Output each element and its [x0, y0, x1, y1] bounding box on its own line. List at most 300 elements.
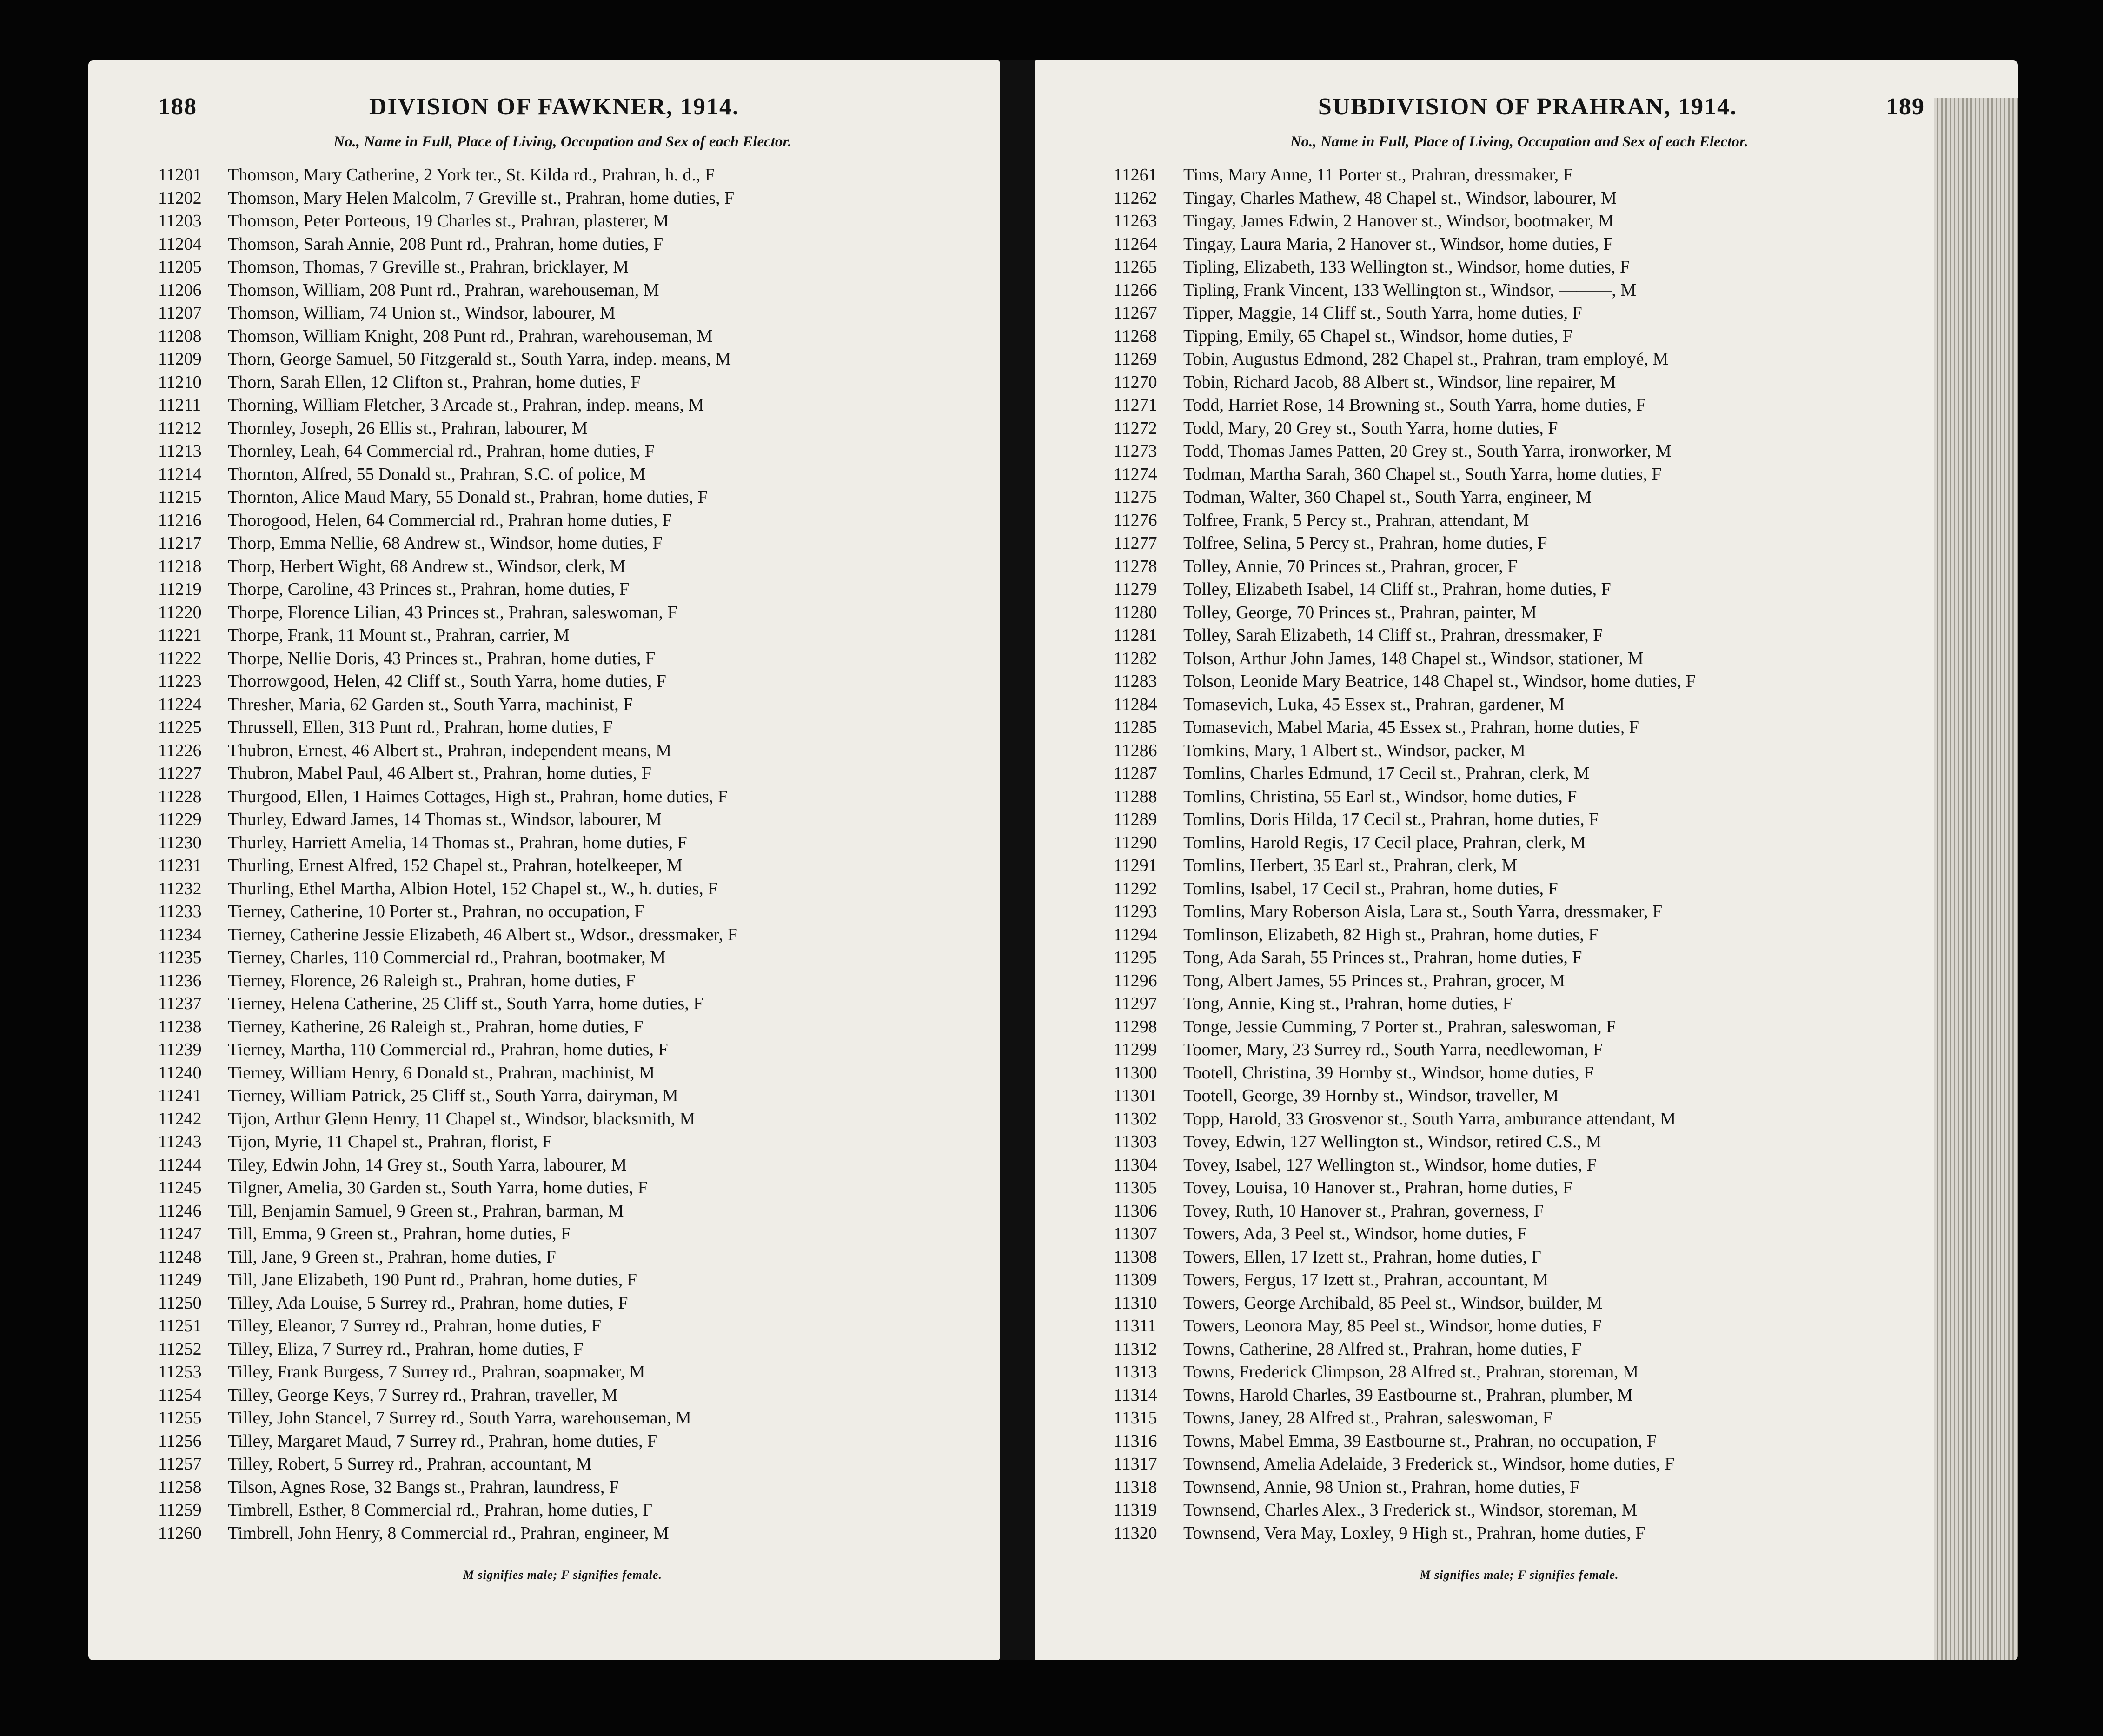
elector-details: Tovey, Louisa, 10 Hanover st., Prahran, home duties, F — [1183, 1178, 1573, 1197]
elector-number: 11205 — [158, 257, 202, 277]
elector-entry — [1114, 624, 1925, 647]
elector-details: Thurling, Ernest Alfred, 152 Chapel st., Prahran, hotelkeeper, M — [228, 856, 683, 875]
elector-number: 11304 — [1114, 1155, 1157, 1175]
elector-details: Tolley, Sarah Elizabeth, 14 Cliff st., Prahran, dressmaker, F — [1183, 625, 1603, 645]
elector-entry — [158, 578, 967, 601]
elector-entry — [158, 1292, 967, 1315]
elector-entry — [158, 785, 967, 809]
elector-entry — [158, 486, 967, 509]
elector-number: 11267 — [1114, 303, 1157, 323]
elector-number: 11280 — [1114, 602, 1157, 622]
elector-number: 11232 — [158, 878, 202, 898]
book-gutter — [1000, 60, 1035, 1660]
elector-number: 11236 — [158, 971, 202, 991]
elector-details: Thorogood, Helen, 64 Commercial rd., Prahran home duties, F — [228, 510, 672, 530]
elector-entry — [1114, 946, 1925, 970]
elector-number: 11314 — [1114, 1385, 1157, 1405]
elector-number: 11313 — [1114, 1362, 1157, 1382]
elector-details: Thurley, Harriett Amelia, 14 Thomas st., Prahran, home duties, F — [228, 832, 687, 852]
elector-number: 11213 — [158, 441, 202, 461]
elector-details: Tolfree, Frank, 5 Percy st., Prahran, attendant, M — [1183, 510, 1529, 530]
elector-number: 11252 — [158, 1339, 202, 1359]
elector-entry — [158, 1315, 967, 1338]
elector-entry — [1114, 1200, 1925, 1223]
elector-entry — [1114, 1407, 1925, 1430]
elector-number: 11298 — [1114, 1017, 1157, 1037]
elector-number: 11317 — [1114, 1454, 1157, 1474]
elector-entry — [158, 1154, 967, 1177]
elector-entry — [1114, 900, 1925, 924]
elector-details: Towers, Ellen, 17 Izett st., Prahran, home duties, F — [1183, 1247, 1541, 1267]
elector-number: 11305 — [1114, 1178, 1157, 1197]
elector-details: Tierney, Catherine Jessie Elizabeth, 46 Albert st., Wdsor., dressmaker, F — [228, 925, 737, 944]
elector-number: 11288 — [1114, 786, 1157, 806]
elector-details: Tomlins, Doris Hilda, 17 Cecil st., Prahran, home duties, F — [1183, 810, 1599, 829]
elector-entry — [1114, 509, 1925, 532]
elector-number: 11255 — [158, 1408, 202, 1428]
elector-entry — [158, 854, 967, 878]
elector-entry — [158, 831, 967, 855]
elector-number: 11231 — [158, 856, 202, 875]
elector-number: 11306 — [1114, 1201, 1157, 1221]
elector-entry — [158, 1200, 967, 1223]
elector-number: 11230 — [158, 832, 202, 852]
elector-details: Tilley, Robert, 5 Surrey rd., Prahran, accountant, M — [228, 1454, 592, 1474]
elector-details: Thomson, Thomas, 7 Greville st., Prahran, bricklayer, M — [228, 257, 629, 277]
elector-entry — [1114, 878, 1925, 901]
elector-details: Tomlins, Herbert, 35 Earl st., Prahran, clerk, M — [1183, 856, 1518, 875]
elector-details: Thomson, Sarah Annie, 208 Punt rd., Prahran, home duties, F — [228, 234, 663, 254]
elector-entry — [1114, 532, 1925, 555]
elector-details: Towers, George Archibald, 85 Peel st., Windsor, builder, M — [1183, 1293, 1603, 1313]
elector-number: 11263 — [1114, 211, 1157, 231]
elector-entry — [158, 601, 967, 625]
elector-number: 11206 — [158, 280, 202, 300]
elector-entry — [158, 279, 967, 302]
elector-details: Tierney, William Patrick, 25 Cliff st., South Yarra, dairyman, M — [228, 1086, 678, 1105]
elector-entry — [1114, 1476, 1925, 1499]
elector-entry — [1114, 970, 1925, 993]
elector-details: Towns, Harold Charles, 39 Eastbourne st., Prahran, plumber, M — [1183, 1385, 1633, 1405]
elector-number: 11291 — [1114, 856, 1157, 875]
elector-entry — [1114, 1292, 1925, 1315]
elector-number: 11248 — [158, 1247, 202, 1267]
elector-entry — [1114, 486, 1925, 509]
elector-entry — [158, 509, 967, 532]
elector-entry — [1114, 1384, 1925, 1407]
elector-entry — [1114, 601, 1925, 625]
elector-entry — [1114, 762, 1925, 785]
elector-number: 11217 — [158, 533, 202, 553]
elector-number: 11294 — [1114, 925, 1157, 944]
sex-key-footer: M signifies male; F signifies female. — [463, 1568, 662, 1582]
elector-details: Tilley, Ada Louise, 5 Surrey rd., Prahran, home duties, F — [228, 1293, 628, 1313]
elector-number: 11290 — [1114, 832, 1157, 852]
elector-number: 11274 — [1114, 464, 1157, 484]
elector-details: Towers, Ada, 3 Peel st., Windsor, home duties, F — [1183, 1224, 1527, 1244]
elector-entry — [1114, 417, 1925, 440]
elector-number: 11201 — [158, 165, 202, 185]
elector-entry — [1114, 1154, 1925, 1177]
elector-details: Tilley, George Keys, 7 Surrey rd., Prahran, traveller, M — [228, 1385, 618, 1405]
elector-number: 11207 — [158, 303, 202, 323]
elector-entry — [1114, 1453, 1925, 1476]
elector-entry — [1114, 1016, 1925, 1039]
elector-number: 11269 — [1114, 349, 1157, 369]
elector-number: 11215 — [158, 487, 202, 507]
elector-entry — [1114, 924, 1925, 947]
elector-number: 11265 — [1114, 257, 1157, 277]
elector-number: 11223 — [158, 672, 202, 691]
elector-details: Till, Benjamin Samuel, 9 Green st., Prahran, barman, M — [228, 1201, 624, 1221]
elector-details: Tootell, George, 39 Hornby st., Windsor, traveller, M — [1183, 1086, 1559, 1105]
elector-entry — [158, 693, 967, 717]
elector-number: 11238 — [158, 1017, 202, 1037]
elector-details: Thomson, Mary Catherine, 2 York ter., St. Kilda rd., Prahran, h. d., F — [228, 165, 715, 185]
elector-entry — [1114, 1338, 1925, 1361]
elector-details: Thorp, Emma Nellie, 68 Andrew st., Windsor, home duties, F — [228, 533, 663, 553]
elector-entry — [1114, 1177, 1925, 1200]
elector-entry — [158, 164, 967, 187]
elector-details: Thornley, Joseph, 26 Ellis st., Prahran, labourer, M — [228, 418, 588, 438]
elector-details: Townsend, Amelia Adelaide, 3 Frederick st., Windsor, home duties, F — [1183, 1454, 1675, 1474]
elector-details: Tilley, Eliza, 7 Surrey rd., Prahran, home duties, F — [228, 1339, 584, 1359]
elector-details: Tomlins, Charles Edmund, 17 Cecil st., Prahran, clerk, M — [1183, 764, 1590, 783]
elector-details: Tilley, John Stancel, 7 Surrey rd., South Yarra, warehouseman, M — [228, 1408, 691, 1428]
elector-number: 11256 — [158, 1431, 202, 1451]
elector-entry — [158, 1522, 967, 1545]
elector-details: Thurley, Edward James, 14 Thomas st., Windsor, labourer, M — [228, 810, 662, 829]
elector-details: Thurgood, Ellen, 1 Haimes Cottages, High st., Prahran, home duties, F — [228, 786, 728, 806]
elector-number: 11214 — [158, 464, 202, 484]
elector-details: Tierney, Florence, 26 Raleigh st., Prahran, home duties, F — [228, 971, 636, 991]
elector-details: Tingay, Charles Mathew, 48 Chapel st., Windsor, labourer, M — [1183, 188, 1617, 208]
elector-details: Thomson, William, 208 Punt rd., Prahran, warehouseman, M — [228, 280, 659, 300]
elector-entry — [1114, 739, 1925, 763]
elector-entry — [1114, 992, 1925, 1016]
page-edges — [1934, 98, 2018, 1660]
elector-entry — [158, 924, 967, 947]
elector-entry — [1114, 371, 1925, 394]
elector-entry — [158, 302, 967, 325]
elector-number: 11311 — [1114, 1316, 1157, 1336]
elector-entry — [1114, 348, 1925, 371]
elector-details: Tovey, Ruth, 10 Hanover st., Prahran, governess, F — [1183, 1201, 1544, 1221]
elector-entry — [158, 555, 967, 579]
elector-number: 11271 — [1114, 395, 1157, 415]
elector-details: Tipping, Emily, 65 Chapel st., Windsor, home duties, F — [1183, 326, 1572, 346]
elector-number: 11226 — [158, 740, 202, 760]
elector-details: Timbrell, John Henry, 8 Commercial rd., Prahran, engineer, M — [228, 1523, 669, 1543]
elector-number: 11312 — [1114, 1339, 1157, 1359]
elector-entry — [158, 1476, 967, 1499]
elector-details: Tonge, Jessie Cumming, 7 Porter st., Prahran, saleswoman, F — [1183, 1017, 1616, 1037]
elector-list — [158, 164, 967, 1545]
elector-number: 11244 — [158, 1155, 202, 1175]
page-header — [158, 93, 967, 120]
elector-entry — [1114, 1522, 1925, 1545]
elector-number: 11251 — [158, 1316, 202, 1336]
elector-entry — [1114, 1223, 1925, 1246]
page-number: 189 — [1886, 93, 1925, 120]
elector-entry — [1114, 279, 1925, 302]
elector-details: Tobin, Richard Jacob, 88 Albert st., Windsor, line repairer, M — [1183, 372, 1616, 392]
elector-number: 11270 — [1114, 372, 1157, 392]
elector-details: Thrussell, Ellen, 313 Punt rd., Prahran, home duties, F — [228, 718, 613, 737]
elector-number: 11259 — [158, 1500, 202, 1520]
elector-number: 11258 — [158, 1477, 202, 1497]
elector-number: 11302 — [1114, 1109, 1157, 1129]
elector-details: Thorn, George Samuel, 50 Fitzgerald st., South Yarra, indep. means, M — [228, 349, 731, 369]
elector-details: Tijon, Myrie, 11 Chapel st., Prahran, florist, F — [228, 1132, 552, 1151]
elector-details: Tong, Ada Sarah, 55 Princes st., Prahran, home duties, F — [1183, 948, 1582, 967]
elector-entry — [1114, 647, 1925, 671]
elector-details: Towers, Leonora May, 85 Peel st., Windsor, home duties, F — [1183, 1316, 1602, 1336]
elector-entry — [158, 417, 967, 440]
elector-number: 11264 — [1114, 234, 1157, 254]
elector-number: 11261 — [1114, 165, 1157, 185]
elector-number: 11216 — [158, 510, 202, 530]
elector-details: Tomasevich, Mabel Maria, 45 Essex st., Prahran, home duties, F — [1183, 718, 1639, 737]
elector-number: 11208 — [158, 326, 202, 346]
elector-number: 11204 — [158, 234, 202, 254]
elector-details: Tierney, Charles, 110 Commercial rd., Prahran, bootmaker, M — [228, 948, 666, 967]
elector-details: Tong, Albert James, 55 Princes st., Prahran, grocer, M — [1183, 971, 1566, 991]
elector-entry — [158, 233, 967, 256]
elector-details: Tomlins, Isabel, 17 Cecil st., Prahran, home duties, F — [1183, 878, 1558, 898]
elector-details: Tipper, Maggie, 14 Cliff st., South Yarra, home duties, F — [1183, 303, 1582, 323]
elector-number: 11202 — [158, 188, 202, 208]
elector-number: 11254 — [158, 1385, 202, 1405]
elector-entry — [1114, 831, 1925, 855]
elector-details: Todman, Martha Sarah, 360 Chapel st., South Yarra, home duties, F — [1183, 464, 1662, 484]
elector-details: Tierney, Katherine, 26 Raleigh st., Prahran, home duties, F — [228, 1017, 644, 1037]
elector-number: 11275 — [1114, 487, 1157, 507]
elector-details: Townsend, Charles Alex., 3 Frederick st., Windsor, storeman, M — [1183, 1500, 1638, 1520]
elector-entry — [1114, 1430, 1925, 1453]
elector-number: 11221 — [158, 625, 202, 645]
elector-details: Tong, Annie, King st., Prahran, home duties, F — [1183, 994, 1513, 1013]
elector-entry — [158, 1430, 967, 1453]
elector-details: Tomasevich, Luka, 45 Essex st., Prahran, gardener, M — [1183, 694, 1565, 714]
elector-number: 11284 — [1114, 694, 1157, 714]
elector-entry — [158, 970, 967, 993]
elector-details: Towers, Fergus, 17 Izett st., Prahran, accountant, M — [1183, 1270, 1548, 1290]
elector-entry — [158, 1062, 967, 1085]
elector-details: Townsend, Annie, 98 Union st., Prahran, home duties, F — [1183, 1477, 1580, 1497]
elector-entry — [158, 739, 967, 763]
elector-number: 11239 — [158, 1040, 202, 1059]
elector-number: 11218 — [158, 556, 202, 576]
elector-details: Thorpe, Florence Lilian, 43 Princes st., Prahran, saleswoman, F — [228, 602, 677, 622]
elector-entry — [158, 1038, 967, 1062]
elector-number: 11246 — [158, 1201, 202, 1221]
elector-details: Todman, Walter, 360 Chapel st., South Yarra, engineer, M — [1183, 487, 1592, 507]
elector-details: Topp, Harold, 33 Grosvenor st., South Yarra, amburance attendant, M — [1183, 1109, 1676, 1129]
elector-entry — [158, 532, 967, 555]
elector-number: 11222 — [158, 648, 202, 668]
elector-number: 11212 — [158, 418, 202, 438]
elector-entry — [1114, 1062, 1925, 1085]
elector-number: 11285 — [1114, 718, 1157, 737]
elector-details: Tipling, Elizabeth, 133 Wellington st., Windsor, home duties, F — [1183, 257, 1630, 277]
elector-entry — [1114, 164, 1925, 187]
elector-details: Thorning, William Fletcher, 3 Arcade st., Prahran, indep. means, M — [228, 395, 704, 415]
elector-number: 11292 — [1114, 878, 1157, 898]
elector-entry — [158, 808, 967, 831]
elector-details: Tiley, Edwin John, 14 Grey st., South Yarra, labourer, M — [228, 1155, 627, 1175]
elector-details: Tobin, Augustus Edmond, 282 Chapel st., Prahran, tram employé, M — [1183, 349, 1669, 369]
elector-entry — [1114, 187, 1925, 210]
elector-number: 11315 — [1114, 1408, 1157, 1428]
elector-number: 11273 — [1114, 441, 1157, 461]
elector-entry — [1114, 785, 1925, 809]
right-page — [1035, 60, 2018, 1660]
elector-number: 11319 — [1114, 1500, 1157, 1520]
elector-entry — [158, 624, 967, 647]
elector-entry — [158, 1407, 967, 1430]
elector-entry — [1114, 394, 1925, 417]
elector-details: Tovey, Edwin, 127 Wellington st., Windsor, retired C.S., M — [1183, 1132, 1602, 1151]
elector-entry — [1114, 1499, 1925, 1522]
elector-number: 11220 — [158, 602, 202, 622]
elector-entry — [1114, 1246, 1925, 1269]
elector-details: Till, Jane, 9 Green st., Prahran, home duties, F — [228, 1247, 556, 1267]
elector-entry — [1114, 1131, 1925, 1154]
elector-number: 11308 — [1114, 1247, 1157, 1267]
elector-entry — [158, 463, 967, 486]
elector-entry — [1114, 808, 1925, 831]
elector-entry — [1114, 716, 1925, 739]
elector-number: 11286 — [1114, 740, 1157, 760]
elector-number: 11242 — [158, 1109, 202, 1129]
elector-number: 11219 — [158, 579, 202, 599]
elector-number: 11266 — [1114, 280, 1157, 300]
elector-number: 11250 — [158, 1293, 202, 1313]
sex-key-footer: M signifies male; F signifies female. — [1420, 1568, 1619, 1582]
page-number: 188 — [158, 93, 197, 120]
page-title: DIVISION OF FAWKNER, 1914. — [369, 93, 739, 120]
elector-entry — [158, 878, 967, 901]
elector-entry — [158, 716, 967, 739]
elector-entry — [158, 762, 967, 785]
elector-details: Tierney, Helena Catherine, 25 Cliff st., South Yarra, home duties, F — [228, 994, 703, 1013]
elector-details: Tomlins, Mary Roberson Aisla, Lara st., South Yarra, dressmaker, F — [1183, 902, 1663, 921]
elector-entry — [158, 946, 967, 970]
elector-entry — [1114, 578, 1925, 601]
elector-entry — [158, 1269, 967, 1292]
elector-entry — [158, 1453, 967, 1476]
elector-details: Thorpe, Caroline, 43 Princes st., Prahran, home duties, F — [228, 579, 630, 599]
elector-number: 11301 — [1114, 1086, 1157, 1105]
elector-number: 11257 — [158, 1454, 202, 1474]
elector-number: 11235 — [158, 948, 202, 967]
elector-number: 11245 — [158, 1178, 202, 1197]
elector-details: Tilley, Eleanor, 7 Surrey rd., Prahran, home duties, F — [228, 1316, 602, 1336]
elector-details: Tolfree, Selina, 5 Percy st., Prahran, home duties, F — [1183, 533, 1547, 553]
elector-entry — [158, 256, 967, 279]
column-legend: No., Name in Full, Place of Living, Occupation and Sex of each Elector. — [333, 133, 792, 150]
elector-number: 11320 — [1114, 1523, 1157, 1543]
elector-details: Tovey, Isabel, 127 Wellington st., Windsor, home duties, F — [1183, 1155, 1597, 1175]
elector-details: Todd, Thomas James Patten, 20 Grey st., South Yarra, ironworker, M — [1183, 441, 1672, 461]
elector-number: 11234 — [158, 925, 202, 944]
elector-details: Till, Emma, 9 Green st., Prahran, home duties, F — [228, 1224, 571, 1244]
elector-number: 11211 — [158, 395, 201, 415]
elector-details: Tilley, Margaret Maud, 7 Surrey rd., Prahran, home duties, F — [228, 1431, 657, 1451]
elector-details: Tierney, Martha, 110 Commercial rd., Prahran, home duties, F — [228, 1040, 668, 1059]
left-page — [88, 60, 1000, 1660]
elector-details: Tolley, Elizabeth Isabel, 14 Cliff st., Prahran, home duties, F — [1183, 579, 1611, 599]
elector-entry — [158, 1108, 967, 1131]
elector-entry — [158, 1131, 967, 1154]
elector-entry — [158, 440, 967, 463]
elector-number: 11282 — [1114, 648, 1157, 668]
elector-entry — [158, 394, 967, 417]
elector-details: Tomlinson, Elizabeth, 82 High st., Prahran, home duties, F — [1183, 925, 1599, 944]
elector-number: 11295 — [1114, 948, 1157, 967]
elector-number: 11247 — [158, 1224, 202, 1244]
elector-number: 11268 — [1114, 326, 1157, 346]
elector-details: Tingay, James Edwin, 2 Hanover st., Windsor, bootmaker, M — [1183, 211, 1614, 231]
elector-number: 11249 — [158, 1270, 202, 1290]
elector-details: Thomson, William, 74 Union st., Windsor, labourer, M — [228, 303, 616, 323]
elector-entry — [158, 348, 967, 371]
elector-number: 11276 — [1114, 510, 1157, 530]
elector-details: Townsend, Vera May, Loxley, 9 High st., Prahran, home duties, F — [1183, 1523, 1645, 1543]
elector-details: Tilson, Agnes Rose, 32 Bangs st., Prahran, laundress, F — [228, 1477, 619, 1497]
elector-entry — [1114, 1108, 1925, 1131]
elector-entry — [158, 1499, 967, 1522]
elector-number: 11237 — [158, 994, 202, 1013]
elector-number: 11272 — [1114, 418, 1157, 438]
elector-number: 11310 — [1114, 1293, 1157, 1313]
elector-entry — [158, 992, 967, 1016]
elector-number: 11209 — [158, 349, 202, 369]
elector-details: Tomlins, Harold Regis, 17 Cecil place, Prahran, clerk, M — [1183, 832, 1586, 852]
elector-details: Tolson, Arthur John James, 148 Chapel st., Windsor, stationer, M — [1183, 648, 1644, 668]
elector-number: 11316 — [1114, 1431, 1157, 1451]
elector-entry — [158, 325, 967, 348]
elector-number: 11297 — [1114, 994, 1157, 1013]
elector-entry — [158, 1016, 967, 1039]
elector-entry — [1114, 463, 1925, 486]
elector-entry — [1114, 854, 1925, 878]
elector-entry — [1114, 1038, 1925, 1062]
elector-number: 11240 — [158, 1063, 202, 1083]
elector-details: Towns, Frederick Climpson, 28 Alfred st., Prahran, storeman, M — [1183, 1362, 1639, 1382]
page-title: SUBDIVISION OF PRAHRAN, 1914. — [1318, 93, 1738, 120]
elector-details: Thomson, Peter Porteous, 19 Charles st., Prahran, plasterer, M — [228, 211, 669, 231]
elector-details: Tipling, Frank Vincent, 133 Wellington st., Windsor, ———, M — [1183, 280, 1637, 300]
elector-number: 11287 — [1114, 764, 1157, 783]
elector-number: 11281 — [1114, 625, 1157, 645]
elector-number: 11289 — [1114, 810, 1157, 829]
elector-details: Tolley, George, 70 Princes st., Prahran, painter, M — [1183, 602, 1537, 622]
elector-number: 11279 — [1114, 579, 1157, 599]
elector-entry — [158, 187, 967, 210]
elector-details: Tierney, Catherine, 10 Porter st., Prahran, no occupation, F — [228, 902, 644, 921]
elector-details: Tilgner, Amelia, 30 Garden st., South Yarra, home duties, F — [228, 1178, 648, 1197]
elector-details: Tootell, Christina, 39 Hornby st., Windsor, home duties, F — [1183, 1063, 1594, 1083]
elector-number: 11299 — [1114, 1040, 1157, 1059]
elector-details: Tijon, Arthur Glenn Henry, 11 Chapel st., Windsor, blacksmith, M — [228, 1109, 696, 1129]
elector-details: Thorp, Herbert Wight, 68 Andrew st., Windsor, clerk, M — [228, 556, 626, 576]
elector-details: Thomson, William Knight, 208 Punt rd., Prahran, warehouseman, M — [228, 326, 713, 346]
elector-number: 11262 — [1114, 188, 1157, 208]
elector-entry — [158, 1338, 967, 1361]
elector-entry — [158, 1246, 967, 1269]
